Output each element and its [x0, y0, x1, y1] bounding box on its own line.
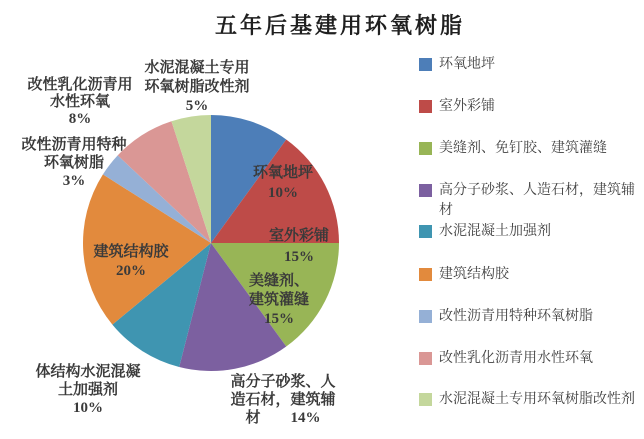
legend-swatch-icon	[419, 268, 432, 281]
legend-item-5	[419, 222, 635, 242]
pie-label-line: 高分子砂浆、人	[230, 374, 336, 390]
pie-label-line: 水性环氧	[49, 94, 111, 110]
legend-label: 建筑结构胶	[439, 267, 509, 282]
pie-label-line: 水泥混凝土专用	[144, 60, 250, 76]
pie-label-line: 3%	[62, 173, 86, 189]
pie-label-line: 室外彩铺	[268, 228, 330, 244]
pie-label-line: 环氧树脂改性剂	[144, 79, 250, 95]
pie-label-line: 环氧地坪	[252, 165, 314, 181]
pie-label-line: 改性沥青用特种	[21, 137, 127, 153]
legend-item-3	[419, 139, 635, 159]
legend-label: 室外彩铺	[439, 99, 495, 114]
pie-label-line: 体结构水泥混凝	[35, 364, 141, 380]
legend-item-7	[419, 307, 635, 327]
chart-title: 五年后基建用环氧树脂	[214, 13, 465, 38]
legend-swatch-icon	[419, 352, 432, 365]
legend-swatch-icon	[419, 310, 432, 323]
pie-label-line: 环氧树脂	[43, 155, 105, 171]
pie-label-line: 材 14%	[245, 410, 321, 426]
legend-item-2	[419, 97, 635, 117]
legend-label: 美缝剂、免钉胶、建筑灌缝	[439, 141, 607, 156]
legend-label: 高分子砂浆、人造石材，建筑辅材	[439, 183, 635, 218]
pie-label-line: 10%	[72, 400, 103, 416]
legend-swatch-icon	[419, 100, 432, 113]
pie-label-line: 造石材，建筑辅	[230, 392, 336, 408]
pie-label-line: 建筑结构胶	[93, 244, 169, 260]
pie-label-line: 15%	[283, 249, 314, 265]
pie-label-4	[230, 373, 335, 427]
chart-legend	[419, 0, 644, 439]
legend-item-9	[419, 390, 635, 410]
pie-label-line: 10%	[267, 185, 298, 201]
legend-swatch-icon	[419, 184, 432, 197]
legend-swatch-icon	[419, 142, 432, 155]
legend-item-4	[419, 181, 635, 221]
pie-label-9	[144, 59, 249, 116]
legend-item-8	[419, 349, 635, 369]
legend-item-1	[419, 55, 635, 75]
pie-label-line: 15%	[263, 311, 294, 327]
legend-label: 改性沥青用特种环氧树脂	[439, 309, 593, 324]
legend-label: 改性乳化沥青用水性环氧	[439, 351, 593, 366]
pie-label-line: 20%	[115, 263, 146, 279]
legend-label: 水泥混凝土专用环氧树脂改性剂	[439, 392, 635, 407]
pie-label-line: 建筑灌缝	[248, 292, 310, 308]
legend-label: 水泥混凝土加强剂	[439, 224, 551, 239]
legend-label: 环氧地坪	[439, 57, 495, 72]
pie-label-line: 改性乳化沥青用	[27, 77, 133, 93]
pie-label-line: 8%	[68, 111, 92, 127]
pie-label-line: 5%	[185, 98, 209, 114]
pie-label-line: 土加强剂	[57, 382, 119, 398]
legend-item-6	[419, 265, 635, 285]
legend-swatch-icon	[419, 393, 432, 406]
pie-label-line: 美缝剂、	[248, 273, 310, 289]
pie-chart	[82, 114, 340, 372]
legend-swatch-icon	[419, 225, 432, 238]
legend-swatch-icon	[419, 58, 432, 71]
